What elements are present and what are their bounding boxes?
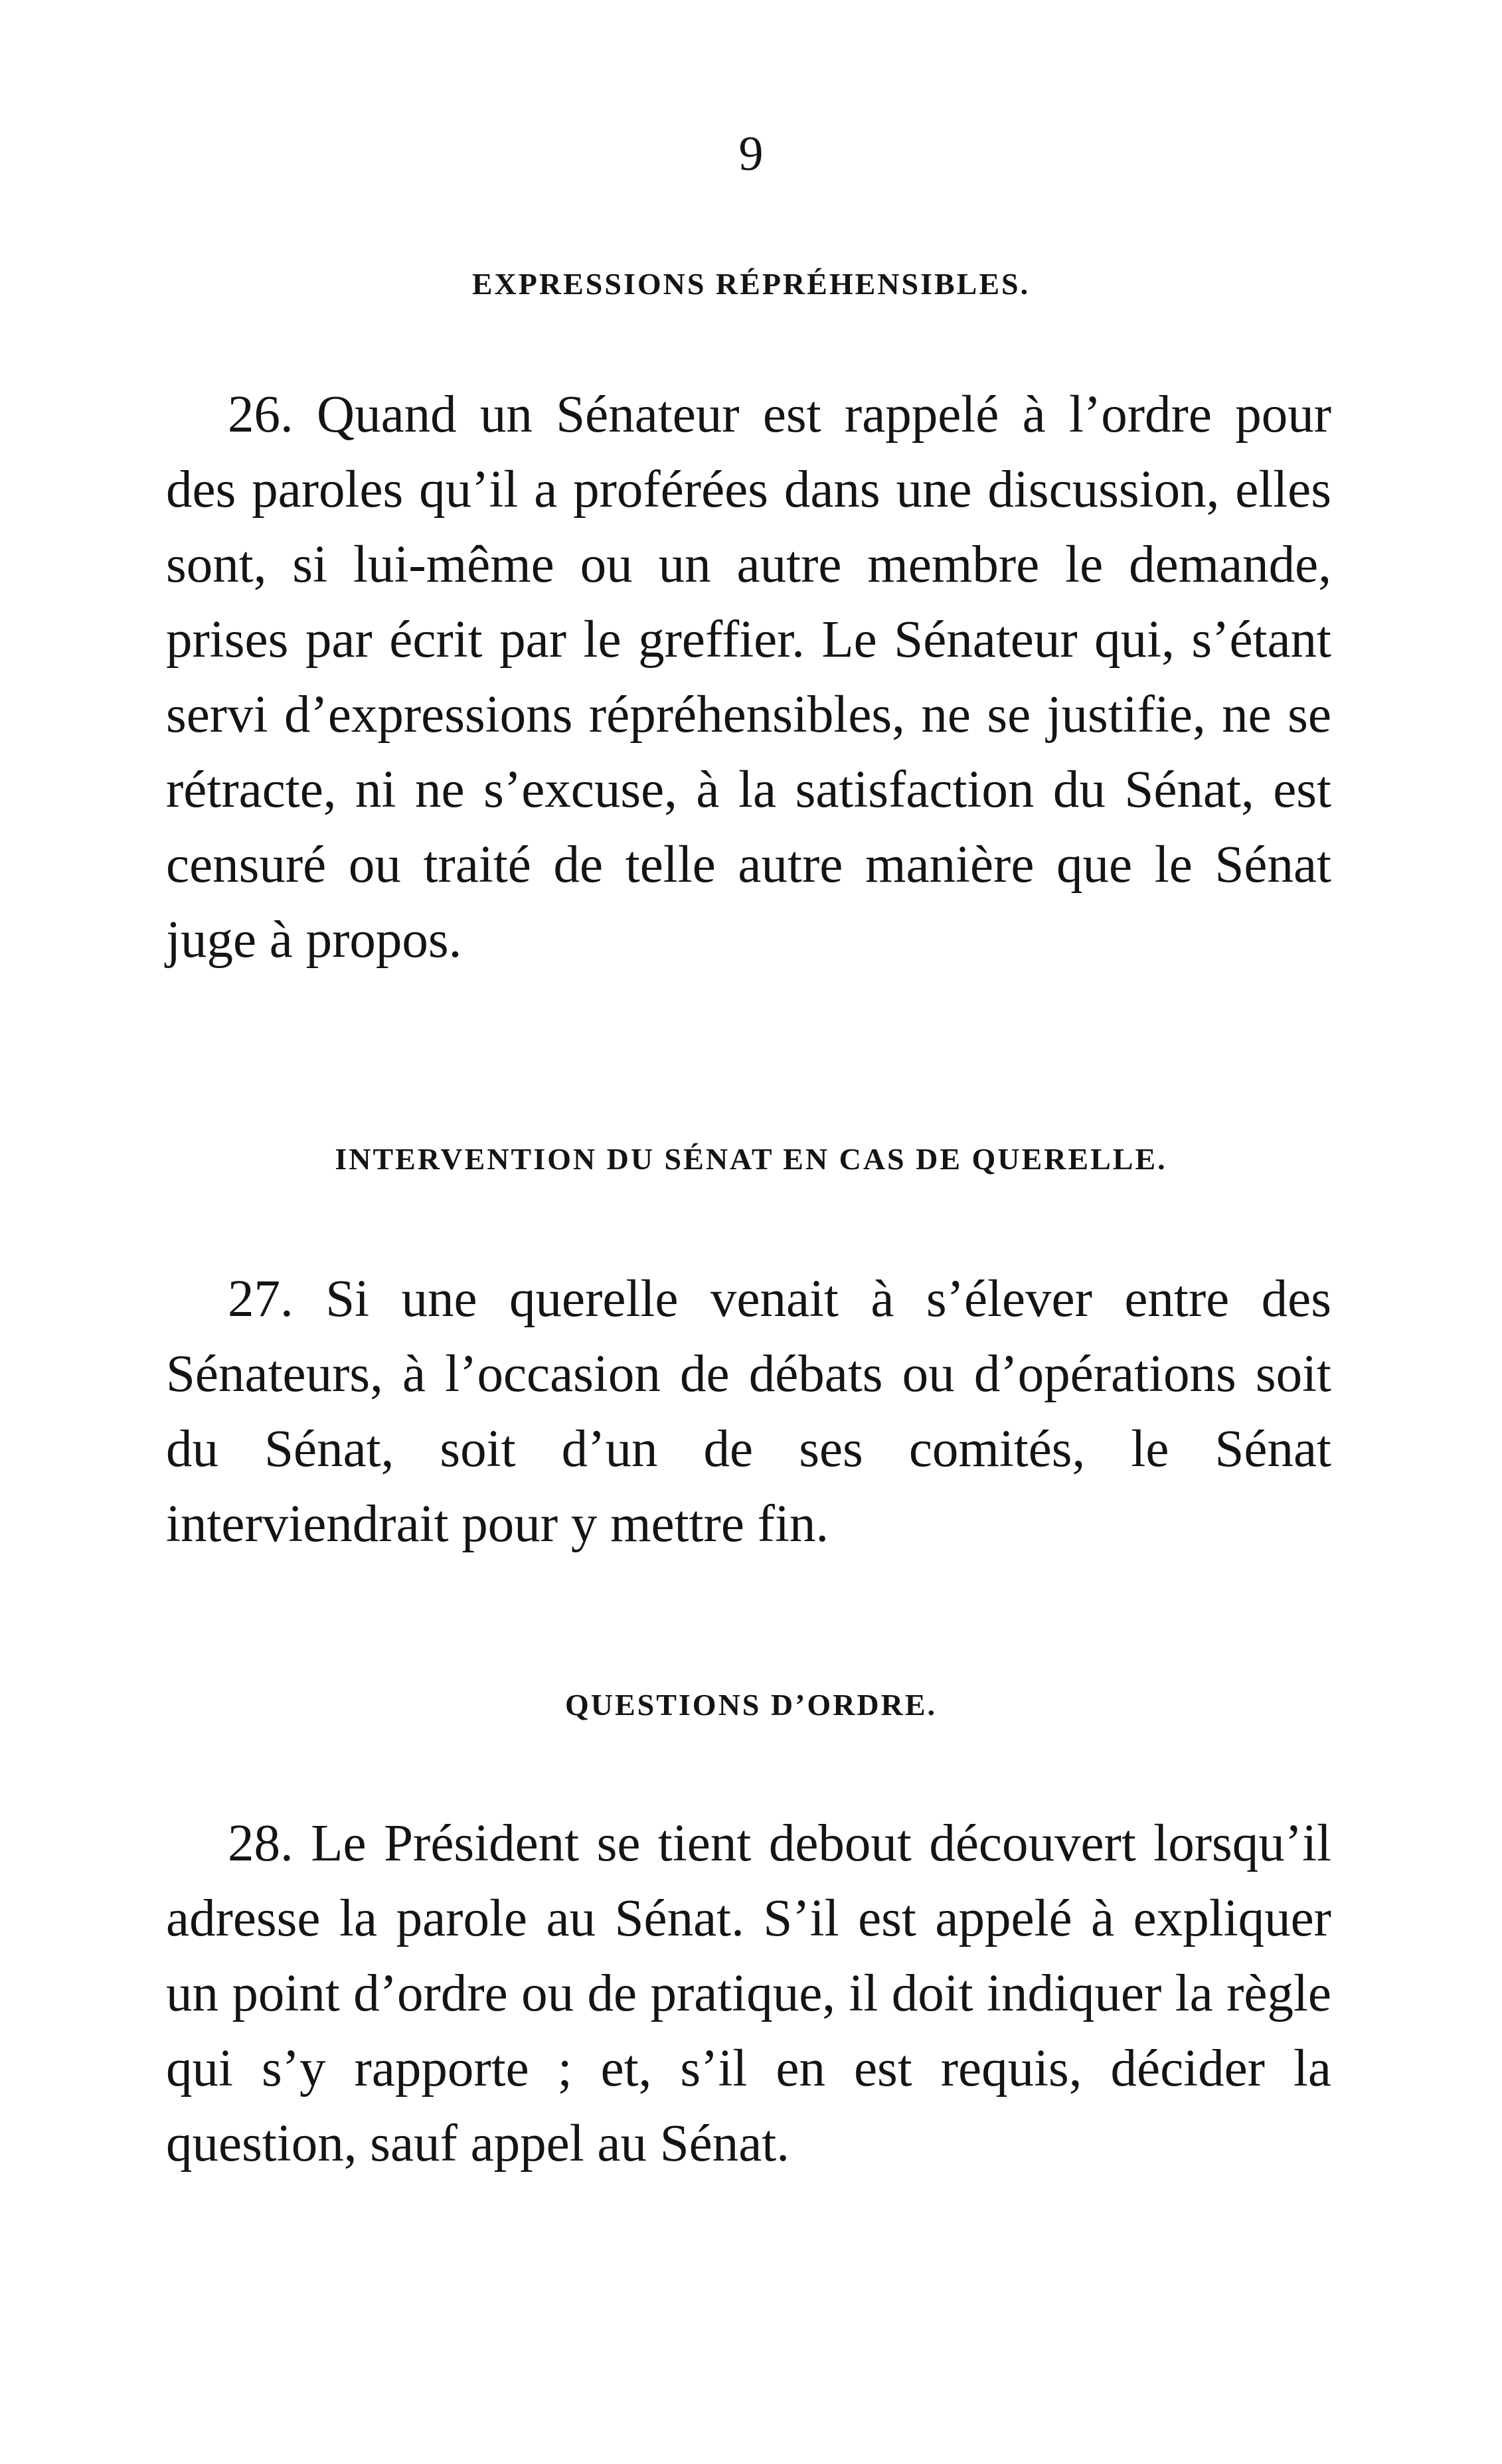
- paragraph-27: 27. Si une querelle venait à s’élever entre des Sénateurs, à l’occasion de débats ou d’opérations soit du Sénat, soit d’un de ses comités, le Sénat interviendrait pour y mettre fin.: [166, 1270, 1331, 1553]
- paragraph-28: 28. Le Président se tient debout découvert lorsqu’il adresse la parole au Sénat. S’il est appelé à expliquer un point d’ordre ou de pratique, il doit indiquer la règle qui s’y rapporte ; et, s’il en est requis, décider la question, sauf appel au Sénat.: [166, 1815, 1331, 2173]
- paragraph-26: 26. Quand un Sénateur est rappelé à l’ordre pour des paroles qu’il a proférées dans une discussion, elles sont, si lui-même ou un autre membre le demande, prises par écrit par le greffier. Le Sénateur qui, s’étant servi d’expressions répréhensibles, ne se justifie, ne se rétracte, ni ne s’excuse, à la satisfaction du Sénat, est censuré ou traité de telle autre manière que le Sénat juge à propos.: [166, 386, 1331, 969]
- section-heading-questions: QUESTIONS D’ORDRE.: [564, 1688, 938, 1722]
- page-number: 9: [738, 127, 764, 181]
- section-heading-intervention: INTERVENTION DU SÉNAT EN CAS DE QUERELLE.: [335, 1142, 1167, 1176]
- section-heading-expressions: EXPRESSIONS RÉPRÉHENSIBLES.: [471, 267, 1031, 301]
